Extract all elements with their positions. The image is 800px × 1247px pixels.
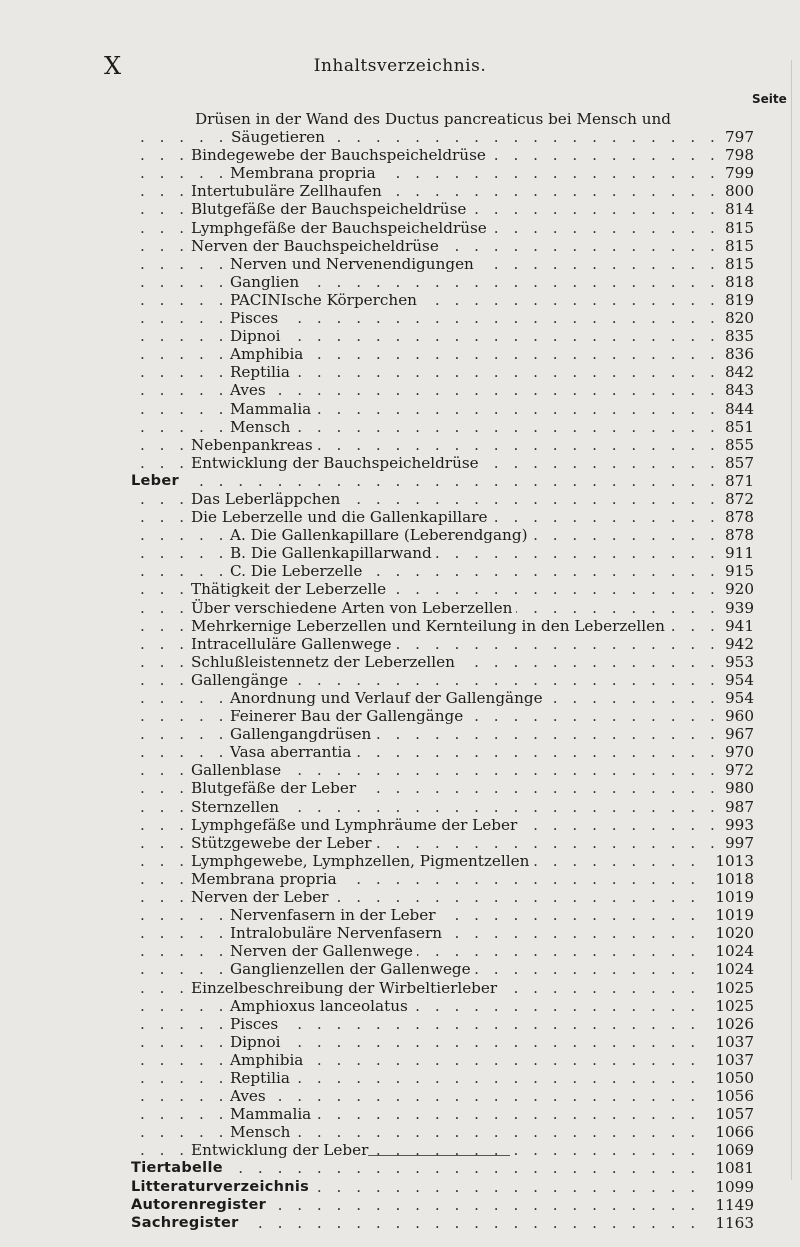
toc-section-entry [0,1196,800,1214]
toc-entry-title: Gallenblase [191,761,285,779]
toc-entry-page: 1037 [711,1033,754,1051]
toc-entry-title: Reptilia [230,1069,294,1087]
toc-entry-title: Leber [131,472,183,490]
toc-entry [0,852,800,870]
toc-entry [0,707,800,725]
toc-entry-title: Amphibia [230,345,307,363]
leader-dots [140,381,720,399]
toc-entry-title: Autorenregister [131,1196,270,1214]
toc-entry-page: 1020 [711,924,754,942]
toc-entry-title: Ganglienzellen der Gallenwege [230,960,475,978]
toc-entry-title: Mehrkernige Leberzellen und Kernteilung in den Leberzellen [191,617,669,635]
toc-entry-page: 820 [721,309,754,327]
toc-entry-page: 1056 [711,1087,754,1105]
toc-entry [0,924,800,942]
toc-entry [0,200,800,218]
leader-dots [140,1033,720,1051]
toc-entry [0,219,800,237]
toc-entry-title: Nervenfasern in der Leber [230,906,440,924]
toc-entry-title: A. Die Gallenkapillare (Leberendgang) [230,526,532,544]
toc-entry-title: Nerven der Gallenwege [230,942,417,960]
leader-dots [140,327,720,345]
toc-entry-title: Reptilia [230,363,294,381]
toc-entry [0,689,800,707]
toc-entry-page: 797 [721,128,754,146]
toc-entry-page: 815 [721,255,754,273]
toc-entry [0,309,800,327]
toc-entry [0,888,800,906]
toc-entry-title: Bindegewebe der Bauchspeicheldrüse [191,146,490,164]
toc-entry [0,979,800,997]
toc-entry-title: PACINIsche Körperchen [230,291,421,309]
toc-section-entry [0,472,800,490]
toc-entry-page: 818 [721,273,754,291]
toc-entry-page: 844 [721,400,754,418]
toc-entry [0,960,800,978]
leader-dots [140,942,720,960]
toc-entry-title: Mammalia [230,1105,315,1123]
toc-entry [0,562,800,580]
toc-entry [0,834,800,852]
toc-entry [0,1105,800,1123]
toc-entry-title: Schlußleistennetz der Leberzellen [191,653,459,671]
toc-entry-page: 972 [721,761,754,779]
toc-entry [0,743,800,761]
toc-entry-page: 872 [721,490,754,508]
toc-entry-title: Nebenpankreas [191,436,317,454]
toc-section-entry [0,1159,800,1177]
toc-entry-page: 954 [721,671,754,689]
toc-entry-page: 1099 [711,1178,754,1196]
toc-entry [0,381,800,399]
toc-entry-page: 871 [721,472,754,490]
page-header [0,52,800,84]
toc-entry [0,779,800,797]
toc-entry [0,255,800,273]
toc-entry-title: Lymphgefäße der Bauchspeicheldrüse [191,219,491,237]
toc-entry-page: 980 [721,779,754,797]
toc-entry-page: 1037 [711,1051,754,1069]
toc-entry [0,617,800,635]
leader-dots [140,1015,720,1033]
toc-entry [0,291,800,309]
toc-entry-page: 1025 [711,979,754,997]
toc-entry-title: Membrana propria [191,870,341,888]
toc-entry [0,798,800,816]
toc-entry-page: 1019 [711,888,754,906]
toc-entry-page: 878 [721,508,754,526]
toc-entry [0,273,800,291]
toc-entry-page: 1018 [711,870,754,888]
toc-entry [0,906,800,924]
toc-entry [0,363,800,381]
toc-entry-title: Nerven der Leber [191,888,333,906]
toc-entry-title: Feinerer Bau der Gallengänge [230,707,467,725]
toc-entry-title: Einzelbeschreibung der Wirbeltierleber [191,979,501,997]
leader-dots [140,345,720,363]
toc-entry [0,761,800,779]
toc-entry-page: 857 [721,454,754,472]
leader-dots [140,1087,720,1105]
toc-entry-page: 987 [721,798,754,816]
toc-entry [0,237,800,255]
leader-dots [140,472,720,490]
toc-entry [0,1051,800,1069]
toc-entry-title: Aves [230,1087,270,1105]
toc-entry [0,146,800,164]
toc-entry [0,580,800,598]
toc-entry-page: 815 [721,219,754,237]
leader-dots [140,400,720,418]
toc-entry [0,544,800,562]
toc-entry-title: Mammalia [230,400,315,418]
toc-entry-page: 851 [721,418,754,436]
toc-entry-title: Intracelluläre Gallenwege [191,635,396,653]
toc-entry [0,436,800,454]
toc-entry-page: 954 [721,689,754,707]
toc-entry-page: 1026 [711,1015,754,1033]
toc-section-entry [0,1178,800,1196]
toc-entry-title: Gallengangdrüsen [230,725,375,743]
toc-entry-page: 1025 [711,997,754,1015]
toc-entry-title: Säugetieren [231,128,329,146]
toc-entry-title: Entwicklung der Bauchspeicheldrüse [191,454,483,472]
toc-entry [0,997,800,1015]
toc-entry-page: 1050 [711,1069,754,1087]
leader-dots [140,562,720,580]
toc-entry-title: Thätigkeit der Leberzelle [191,580,390,598]
page-edge-line [791,60,792,1180]
toc-entry-title: Pisces [230,1015,282,1033]
toc-entry-page: 1163 [711,1214,754,1232]
leader-dots [140,164,720,182]
toc-entry-page: 843 [721,381,754,399]
toc-entry-page: 842 [721,363,754,381]
toc-entry-page: 819 [721,291,754,309]
toc-entry-title: Die Leberzelle und die Gallenkapillare [191,508,491,526]
toc-entry-title: Tiertabelle [131,1159,227,1177]
page-column-heading: Seite [752,92,787,106]
toc-entry [0,327,800,345]
leader-dots [140,725,720,743]
toc-entry [0,128,800,146]
toc-entry-title: Membrana propria [230,164,380,182]
toc-entry [0,653,800,671]
leader-dots [140,418,720,436]
toc-entry-title: B. Die Gallenkapillarwand [230,544,436,562]
toc-entry-page: 836 [721,345,754,363]
toc-entry-title: Entwicklung der Leber [191,1141,372,1159]
toc-entry [0,526,800,544]
toc-entry-title: Gallengänge [191,671,292,689]
toc-entry-title: Amphibia [230,1051,307,1069]
toc-entry-title: C. Die Leberzelle [230,562,366,580]
toc-entry-page: 878 [721,526,754,544]
toc-section-entry [0,1214,800,1232]
toc-entry [0,110,800,128]
toc-entry-title: Nerven der Bauchspeicheldrüse [191,237,443,255]
toc-entry-title: Blutgefäße der Leber [191,779,360,797]
toc-entry-title: Pisces [230,309,282,327]
toc-entry-page: 1149 [711,1196,754,1214]
toc-entry-page: 942 [721,635,754,653]
leader-dots [140,128,720,146]
toc-entry [0,1123,800,1141]
leader-dots [140,273,720,291]
leader-dots [140,291,720,309]
toc-entry-page: 920 [721,580,754,598]
toc-entry-title: Vasa aberrantia [230,743,355,761]
toc-entry-page: 814 [721,200,754,218]
toc-entry [0,345,800,363]
toc-entry-title: Das Leberläppchen [191,490,344,508]
toc-entry-title: Nerven und Nervenendigungen [230,255,478,273]
toc-entry [0,725,800,743]
toc-entry-page: 941 [721,617,754,635]
toc-entry [0,1015,800,1033]
toc-entry-page: 1024 [711,960,754,978]
toc-entry-title: Mensch [230,418,294,436]
table-of-contents [0,110,800,1232]
toc-entry-title: Intralobuläre Nervenfasern [230,924,446,942]
toc-entry [0,508,800,526]
toc-entry-title: Aves [230,381,270,399]
toc-entry-page: 1019 [711,906,754,924]
toc-entry-title: Litteraturverzeichnis [131,1178,313,1196]
leader-dots [140,363,720,381]
toc-entry [0,1033,800,1051]
toc-entry-page: 939 [721,599,754,617]
toc-entry [0,870,800,888]
leader-dots [140,1105,720,1123]
toc-entry-page: 835 [721,327,754,345]
toc-entry-title: Sternzellen [191,798,283,816]
toc-entry-title: Ganglien [230,273,303,291]
toc-entry-title: Lymphgefäße und Lymphräume der Leber [191,816,521,834]
toc-entry [0,1087,800,1105]
toc-entry-page: 997 [721,834,754,852]
toc-entry [0,1141,800,1159]
toc-entry-page: 1057 [711,1105,754,1123]
toc-entry [0,454,800,472]
toc-entry-title: Amphioxus lanceolatus [230,997,412,1015]
leader-dots [140,1159,720,1177]
toc-entry-page: 1066 [711,1123,754,1141]
leader-dots [140,1069,720,1087]
toc-entry-title: Intertubuläre Zellhaufen [191,182,386,200]
running-title: Inhaltsverzeichnis. [313,56,487,76]
leader-dots [140,743,720,761]
toc-entry-title: Stützgewebe der Leber [191,834,375,852]
leader-dots [140,1123,720,1141]
toc-entry-title: Lymphgewebe, Lymphzellen, Pigmentzellen [191,852,533,870]
toc-entry [0,1069,800,1087]
toc-entry-title: Blutgefäße der Bauchspeicheldrüse [191,200,470,218]
toc-entry-title: Sachregister [131,1214,243,1232]
toc-entry [0,418,800,436]
toc-entry [0,635,800,653]
toc-entry-page: 911 [721,544,754,562]
toc-entry-page: 967 [721,725,754,743]
leader-dots [140,1051,720,1069]
leader-dots [140,997,720,1015]
toc-entry-page: 855 [721,436,754,454]
toc-entry-page: 799 [721,164,754,182]
toc-entry-page: 993 [721,816,754,834]
toc-entry-title: Dipnoi [230,1033,285,1051]
toc-entry-title: Über verschiedene Arten von Leberzellen [191,599,516,617]
footer-rule [368,1155,510,1156]
toc-entry-page: 915 [721,562,754,580]
toc-entry [0,400,800,418]
leader-dots [140,309,720,327]
toc-entry-page: 815 [721,237,754,255]
toc-entry-title: Mensch [230,1123,294,1141]
page-number: X [104,52,122,80]
toc-entry [0,599,800,617]
toc-entry [0,816,800,834]
toc-entry-title: Drüsen in der Wand des Ductus pancreaticus bei Mensch und [195,110,675,128]
toc-entry-title: Anordnung und Verlauf der Gallengänge [230,689,547,707]
toc-entry [0,490,800,508]
toc-entry-page: 798 [721,146,754,164]
toc-entry-page: 1024 [711,942,754,960]
toc-entry [0,671,800,689]
toc-entry [0,164,800,182]
toc-entry-title: Dipnoi [230,327,285,345]
toc-entry [0,182,800,200]
toc-entry-page: 960 [721,707,754,725]
toc-entry-page: 800 [721,182,754,200]
toc-entry-page: 1013 [711,852,754,870]
toc-entry-page: 953 [721,653,754,671]
toc-entry [0,942,800,960]
toc-entry-page: 1069 [711,1141,754,1159]
toc-entry-page: 970 [721,743,754,761]
toc-entry-page: 1081 [711,1159,754,1177]
